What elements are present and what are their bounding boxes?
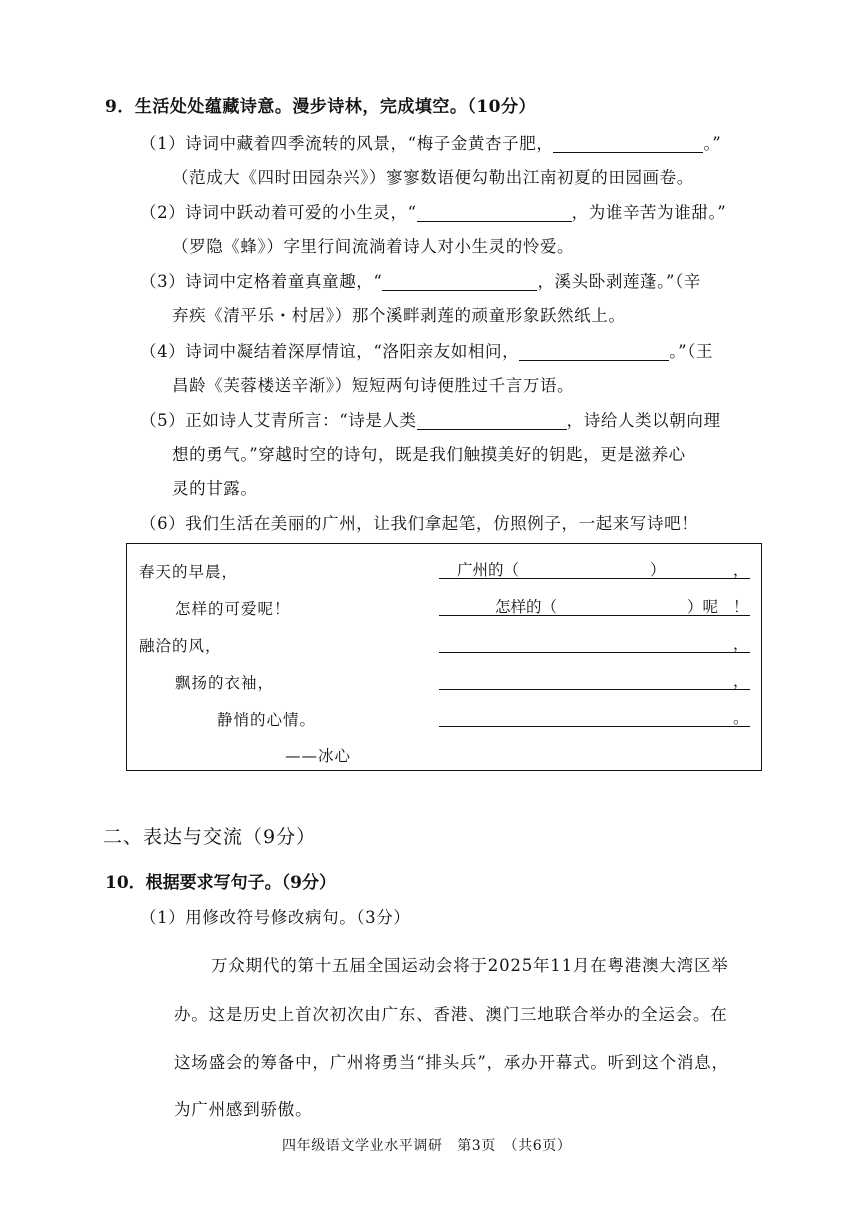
- q10-paragraph-line-3: 这场盛会的筹备中，广州将勇当“排头兵”，承办开幕式。听到这个消息，: [174, 1053, 729, 1072]
- answer-blank-3[interactable]: [382, 272, 537, 291]
- poem-line-1: 春天的早晨，: [139, 563, 239, 581]
- q9-item-3-end: ，溪头卧剥莲蓬。”（辛: [537, 272, 701, 291]
- q9-item-5-cont2: 灵的甘露。: [172, 479, 258, 498]
- answer-blank-2[interactable]: [417, 203, 572, 222]
- q9-item-3-source: 弃疾《清平乐・村居》）那个溪畔剥莲的顽童形象跃然纸上。: [172, 306, 626, 325]
- q9-item-5: [140, 407, 721, 431]
- section-2-title: 二、表达与交流（9分）: [103, 826, 317, 848]
- q10-paragraph-line-1: 万众期代的第十五届全国运动会将于2025年11月在粤港澳大湾区举: [211, 956, 729, 975]
- q9-item-6: （6）我们生活在美丽的广州，让我们拿起笔，仿照例子，一起来写诗吧！: [140, 514, 699, 533]
- answer-blank-1[interactable]: [553, 134, 703, 153]
- poem-line-5: 静悄的心情。: [217, 711, 317, 729]
- page-footer: 四年级语文学业水平调研 第3页 （共6页）: [282, 1138, 572, 1154]
- q10-paragraph-line-4: 为广州感到骄傲。: [174, 1100, 313, 1119]
- answer-blank-4[interactable]: [519, 342, 669, 361]
- poem-box: [126, 543, 762, 771]
- q9-item-2-source: （罗隐《蜂》）字里行间流淌着诗人对小生灵的怜爱。: [172, 237, 575, 256]
- q9-item-5-text: （5）正如诗人艾青所言：“诗是人类: [140, 411, 417, 430]
- q9-item-4-text: （4）诗词中凝结着深厚情谊，“洛阳亲友如相问，: [140, 342, 520, 361]
- poem-line-3: 融洽的风，: [139, 637, 222, 655]
- q9-item-4-end: 。”（王: [669, 342, 714, 361]
- question-10-title: 10．根据要求写句子。（9分）: [105, 873, 336, 893]
- poem-line-4: 飘扬的衣袖，: [175, 674, 275, 692]
- answer-blank-5[interactable]: [417, 411, 567, 430]
- q10-sub-1: （1）用修改符号修改病句。（3分）: [140, 908, 411, 927]
- poem-line-2: 怎样的可爱呢！: [175, 600, 291, 618]
- poem-author: ——冰心: [285, 747, 352, 765]
- q9-item-2: [140, 199, 726, 223]
- q9-item-1-end: 。”: [703, 134, 722, 153]
- q9-item-1-source: （范成大《四时田园杂兴》）寥寥数语便勾勒出江南初夏的田园画卷。: [172, 168, 694, 187]
- imitation-line-3[interactable]: [439, 630, 750, 653]
- q9-item-5-cont: 想的勇气。”穿越时空的诗句，既是我们触摸美好的钥匙，更是滋养心: [172, 445, 686, 464]
- q9-item-3-text: （3）诗词中定格着童真童趣，“: [140, 272, 383, 291]
- imitation-line-4[interactable]: [439, 667, 750, 690]
- imitation-line-4-end: ，: [733, 672, 749, 690]
- q9-item-1-text: （1）诗词中藏着四季流转的风景，“梅子金黄杏子肥，: [140, 134, 554, 153]
- q9-item-1: [140, 130, 721, 154]
- imitation-line-1-close: ）: [650, 561, 666, 579]
- q9-item-2-end: ，为谁辛苦为谁甜。”: [571, 203, 727, 222]
- q9-item-2-text: （2）诗词中跃动着可爱的小生灵，“: [140, 203, 417, 222]
- q9-item-5-end: ，诗给人类以朝向理: [566, 411, 721, 430]
- question-9-title: 9．生活处处蕴藏诗意。漫步诗林，完成填空。（10分）: [105, 97, 536, 117]
- imitation-line-1-start: 广州的（: [457, 561, 520, 579]
- imitation-line-5-end: 。: [733, 709, 749, 727]
- imitation-line-2-start: 怎样的（: [495, 598, 558, 616]
- imitation-line-2-close: ）呢: [687, 598, 719, 616]
- imitation-line-1-end: ，: [733, 561, 749, 579]
- q10-paragraph-line-2: 办。这是历史上首次初次由广东、香港、澳门三地联合举办的全运会。在: [174, 1005, 728, 1024]
- q9-item-4: [140, 338, 713, 362]
- imitation-line-2-end: ！: [733, 598, 749, 616]
- imitation-line-3-end: ，: [733, 635, 749, 653]
- q9-item-4-source: 昌龄《芙蓉楼送辛渐》）短短两句诗便胜过千言万语。: [172, 376, 575, 395]
- imitation-line-5[interactable]: [439, 704, 750, 727]
- q9-item-3: [140, 268, 701, 292]
